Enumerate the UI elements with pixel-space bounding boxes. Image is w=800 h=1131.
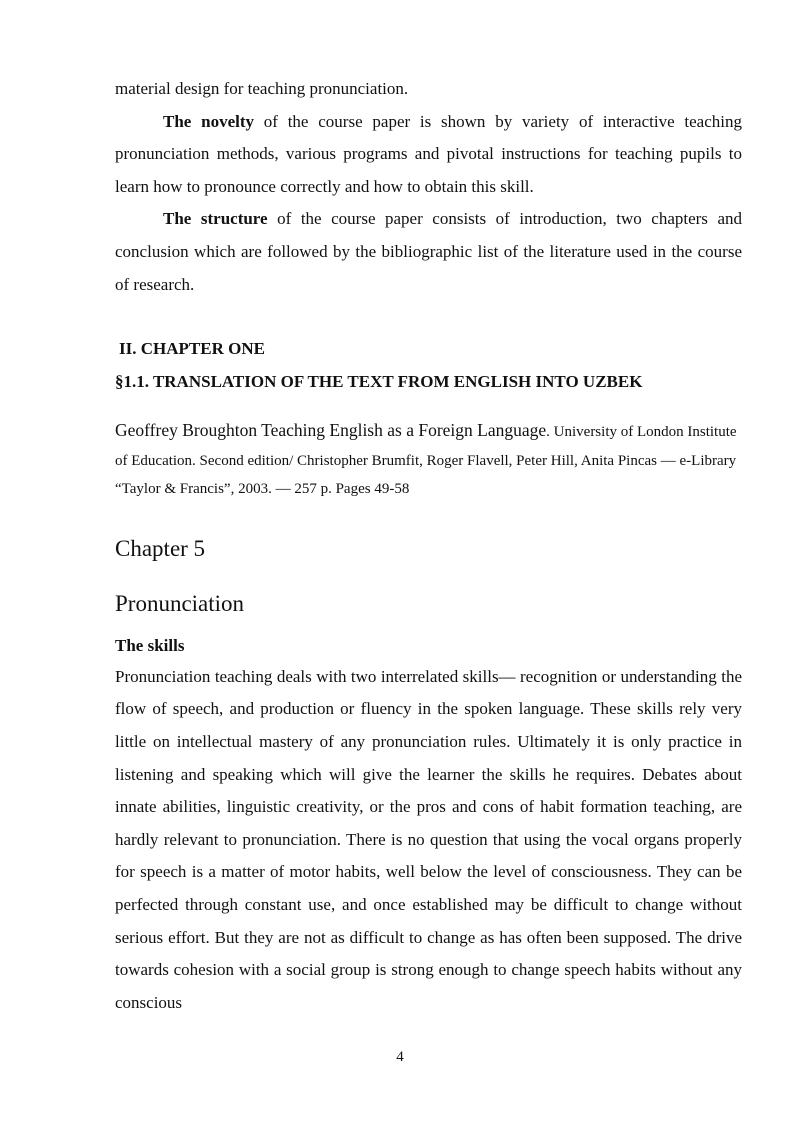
page-number: 4 (396, 1049, 404, 1065)
novelty-paragraph (115, 106, 742, 204)
novelty-text: of the course paper is shown by variety of interactive teaching pronunciation methods, various programs and pivotal instructions for teaching pupils to learn how to pronounce correctly and how to obtain this skill. (115, 111, 742, 196)
bibliographic-reference (115, 416, 742, 504)
structure-label: The structure (163, 209, 268, 229)
document-page (115, 73, 742, 1019)
intro-line: material design for teaching pronunciation. (115, 79, 409, 98)
section-title: §1.1. TRANSLATION OF THE TEXT FROM ENGLISH INTO UZBEK (115, 371, 643, 391)
structure-paragraph (115, 203, 742, 301)
book-chapter-title: Pronunciation (115, 590, 245, 616)
chapter-title: II. CHAPTER ONE (119, 339, 265, 359)
novelty-label: The novelty (163, 111, 254, 131)
book-chapter-label: Chapter 5 (115, 535, 206, 561)
skills-subheading: The skills (115, 635, 185, 655)
structure-text: of the course paper consists of introduction, two chapters and conclusion which are followed by the bibliographic list of the literature used in the course of research. (115, 209, 742, 294)
reference-lead: Geoffrey Broughton Teaching English as a Foreign Language (115, 420, 547, 441)
reference-rest: . University of London Institute of Education. Second edition/ Christopher Brumfit, Roger Flavell, Peter Hill, Anita Pincas — e-Library “Taylor & Francis”, 2003. — 257 p. Pages 49-58 (115, 424, 737, 498)
skills-paragraph: Pronunciation teaching deals with two interrelated skills— recognition or understanding the flow of speech, and production or fluency in the spoken language. These skills rely very little on intellectual mastery of any pronunciation rules. Ultimately it is only practice in listening and speaking which will give the learner the skills he requires. Debates about innate abilities, linguistic creativity, or the pros and cons of habit formation teaching, are hardly relevant to pronunciation. There is no question that using the vocal organs properly for speech is a matter of motor habits, well below the level of consciousness. They can be perfected through constant use, and once established may be difficult to change without serious effort. But they are not as difficult to change as has often been supposed. The drive towards cohesion with a social group is strong enough to change speech habits without any conscious (115, 666, 742, 1012)
